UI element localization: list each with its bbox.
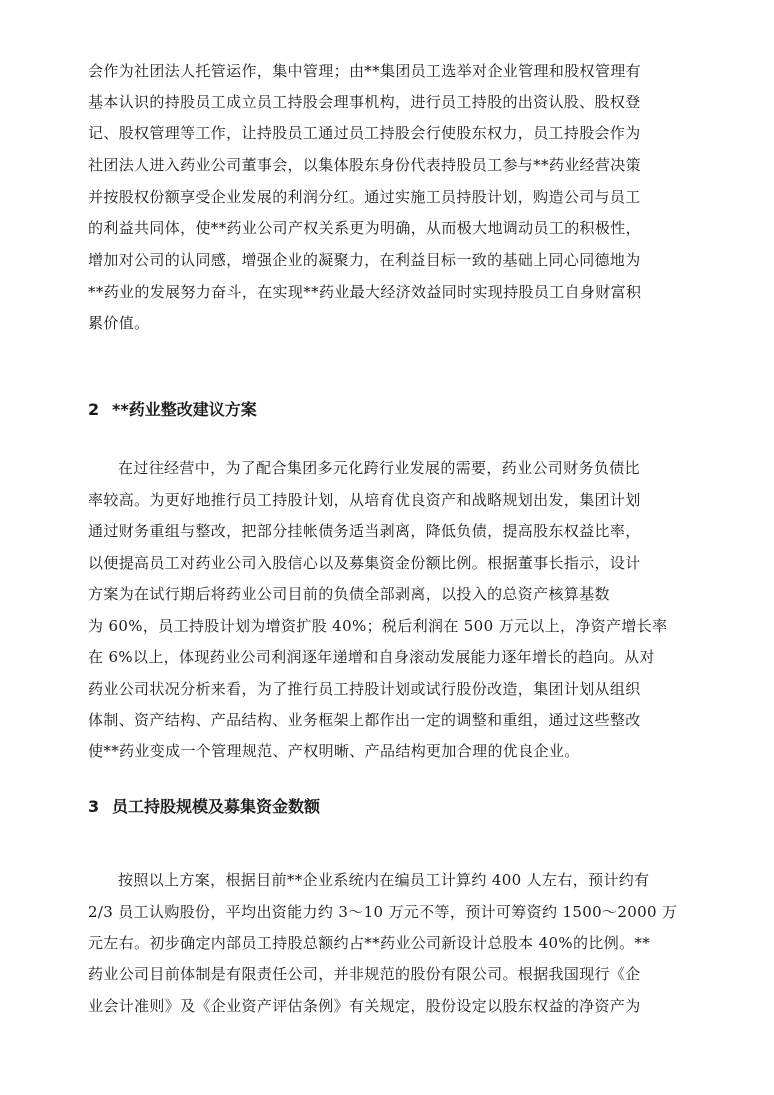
paragraph-line: **药业的发展努力奋斗，在实现**药业最大经济效益同时实现持股员工自身财富积 [88, 283, 642, 301]
paragraph-line: 在 6%以上，体现药业公司利润逐年递增和自身滚动发展能力逐年增长的趋向。从对 [88, 648, 655, 666]
paragraph-line: 为 60%，员工持股计划为增资扩股 40%；税后利润在 500 万元以上，净资产增长率 [88, 617, 668, 635]
section-title: **药业整改建议方案 [112, 400, 257, 419]
paragraph-line: 按照以上方案，根据目前**企业系统内在编员工计算约 400 人左右，预计约有 [118, 871, 650, 889]
section-heading [88, 797, 320, 817]
paragraph-line: 体制、资产结构、产品结构、业务框架上都作出一定的调整和重组，通过这些整改 [88, 711, 641, 729]
paragraph-line: 社团法人进入药业公司董事会，以集体股东身份代表持股员工参与**药业经营决策 [88, 156, 641, 174]
section-title: 员工持股规模及募集资金数额 [112, 797, 321, 816]
paragraph-line: 通过财务重组与整改，把部分挂帐债务适当剥离，降低负债，提高股东权益比率， [88, 522, 641, 540]
paragraph-line: 以便提高员工对药业公司入股信心以及募集资金份额比例。根据董事长指示，设计 [88, 554, 641, 572]
paragraph-line: 增加对公司的认同感，增强企业的凝聚力，在利益目标一致的基础上同心同德地为 [88, 251, 641, 269]
paragraph-line: 业会计准则》及《企业资产评估条例》有关规定，股份设定以股东权益的净资产为 [88, 997, 641, 1015]
paragraph-line: 率较高。为更好地推行员工持股计划，从培育优良资产和战略规划出发，集团计划 [88, 491, 641, 509]
paragraph-line: 记、股权管理等工作，让持股员工通过员工持股会行使股东权力，员工持股会作为 [88, 124, 641, 142]
paragraph-line: 累价值。 [88, 314, 150, 332]
paragraph-line: 药业公司状况分析来看，为了推行员工持股计划或试行股份改造，集团计划从组织 [88, 680, 641, 698]
paragraph-line: 并按股权份额享受企业发展的利润分红。通过实施工员持股计划，购造公司与员工 [88, 188, 641, 206]
section-heading [88, 400, 257, 420]
paragraph-line: 的利益共同体，使**药业公司产权关系更为明确，从而极大地调动员工的积极性， [88, 219, 641, 237]
section-number: 3 [88, 797, 100, 816]
paragraph-line: 元左右。初步确定内部员工持股总额约占**药业公司新设计总股本 40%的比例。** [88, 934, 651, 952]
paragraph-line: 方案为在试行期后将药业公司目前的负债全部剥离，以投入的总资产核算基数 [88, 585, 610, 603]
paragraph-line: 会作为社团法人托管运作，集中管理；由**集团员工选举对企业管理和股权管理有 [88, 62, 641, 80]
paragraph-line: 在过往经营中，为了配合集团多元化跨行业发展的需要，药业公司财务负债比 [118, 459, 640, 477]
paragraph-line: 基本认识的持股员工成立员工持股会理事机构，进行员工持股的出资认股、股权登 [88, 93, 641, 111]
section-number: 2 [88, 400, 100, 419]
paragraph-line: 2/3 员工认购股份，平均出资能力约 3～10 万元不等，预计可筹资约 1500～2000 万 [88, 903, 678, 921]
paragraph-line: 药业公司目前体制是有限责任公司，并非规范的股份有限公司。根据我国现行《企 [88, 965, 641, 983]
paragraph-line: 使**药业变成一个管理规范、产权明晰、产品结构更加合理的优良企业。 [88, 742, 580, 760]
